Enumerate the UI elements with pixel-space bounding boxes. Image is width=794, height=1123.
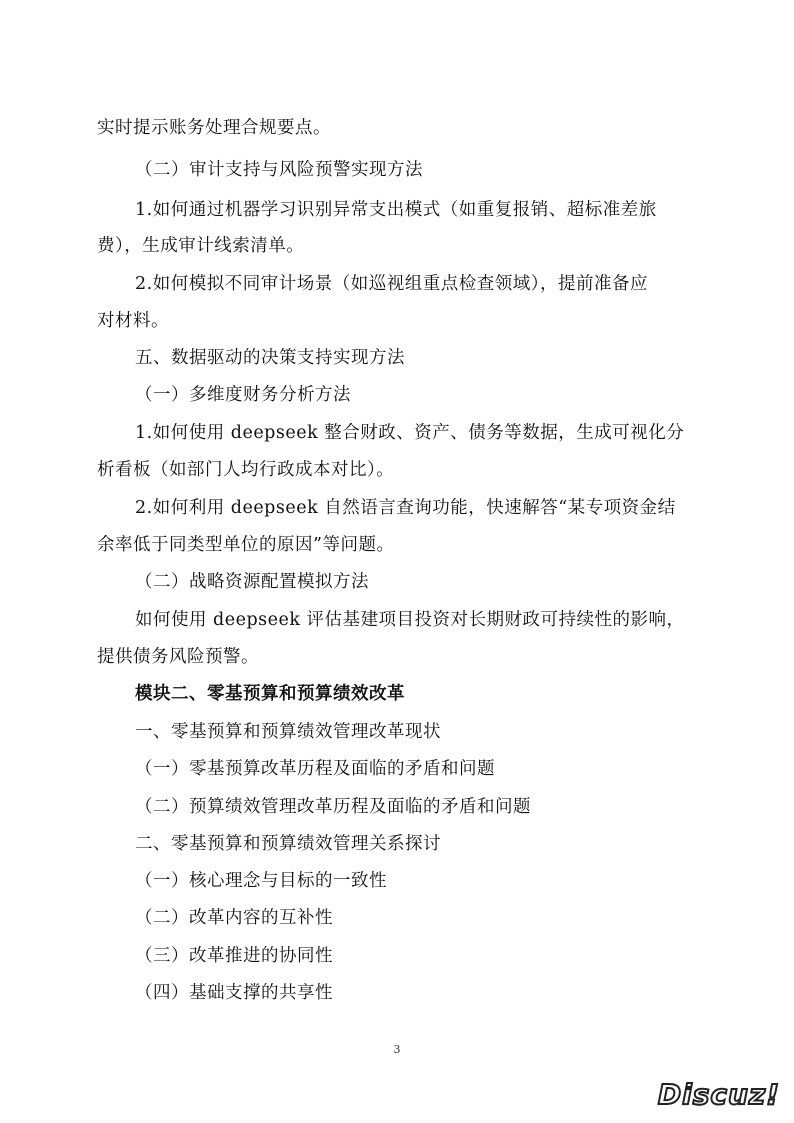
page-number: 3 <box>393 1043 401 1056</box>
subsection-heading: （一）多维度财务分析方法 <box>135 385 351 405</box>
section-heading: 一、零基预算和预算绩效管理改革现状 <box>135 722 441 742</box>
subsection-heading: （二）改革内容的互补性 <box>135 908 333 928</box>
paragraph-text-line1: 1.如何使用 deepseek 整合财政、资产、债务等数据，生成可视化分 <box>135 423 685 443</box>
discuz-watermark-logo: Discuz! <box>657 1078 780 1111</box>
paragraph-text-line1: 2.如何利用 deepseek 自然语言查询功能，快速解答“某专项资金结 <box>135 498 676 518</box>
paragraph-text-line2: 对材料。 <box>97 311 169 331</box>
section-heading: （二）审计支持与风险预警实现方法 <box>135 160 423 180</box>
subsection-heading: （一）核心理念与目标的一致性 <box>135 871 387 891</box>
paragraph-text: 实时提示账务处理合规要点。 <box>97 118 331 138</box>
paragraph-text-line1: 1.如何通过机器学习识别异常支出模式（如重复报销、超标准差旅 <box>135 200 657 220</box>
paragraph-text-line2: 费），生成审计线索清单。 <box>97 236 305 256</box>
subsection-heading: （二）战略资源配置模拟方法 <box>135 572 369 592</box>
paragraph-text-line1: 如何使用 deepseek 评估基建项目投资对长期财政可持续性的影响， <box>135 610 685 630</box>
paragraph-text-line2: 提供债务风险预警。 <box>97 647 259 667</box>
paragraph-text-line2: 析看板（如部门人均行政成本对比）。 <box>97 460 395 480</box>
subsection-heading: （三）改革推进的协同性 <box>135 946 333 966</box>
paragraph-text-line2: 余率低于同类型单位的原因”等问题。 <box>97 535 395 555</box>
subsection-heading: （二）预算绩效管理改革历程及面临的矛盾和问题 <box>135 797 531 817</box>
section-heading: 二、零基预算和预算绩效管理关系探讨 <box>135 834 441 854</box>
subsection-heading: （一）零基预算改革历程及面临的矛盾和问题 <box>135 759 495 779</box>
subsection-heading: （四）基础支撑的共享性 <box>135 983 333 1003</box>
module-heading: 模块二、零基预算和预算绩效改革 <box>135 684 405 704</box>
section-heading: 五、数据驱动的决策支持实现方法 <box>135 348 405 368</box>
paragraph-text-line1: 2.如何模拟不同审计场景（如巡视组重点检查领域），提前准备应 <box>135 274 648 294</box>
